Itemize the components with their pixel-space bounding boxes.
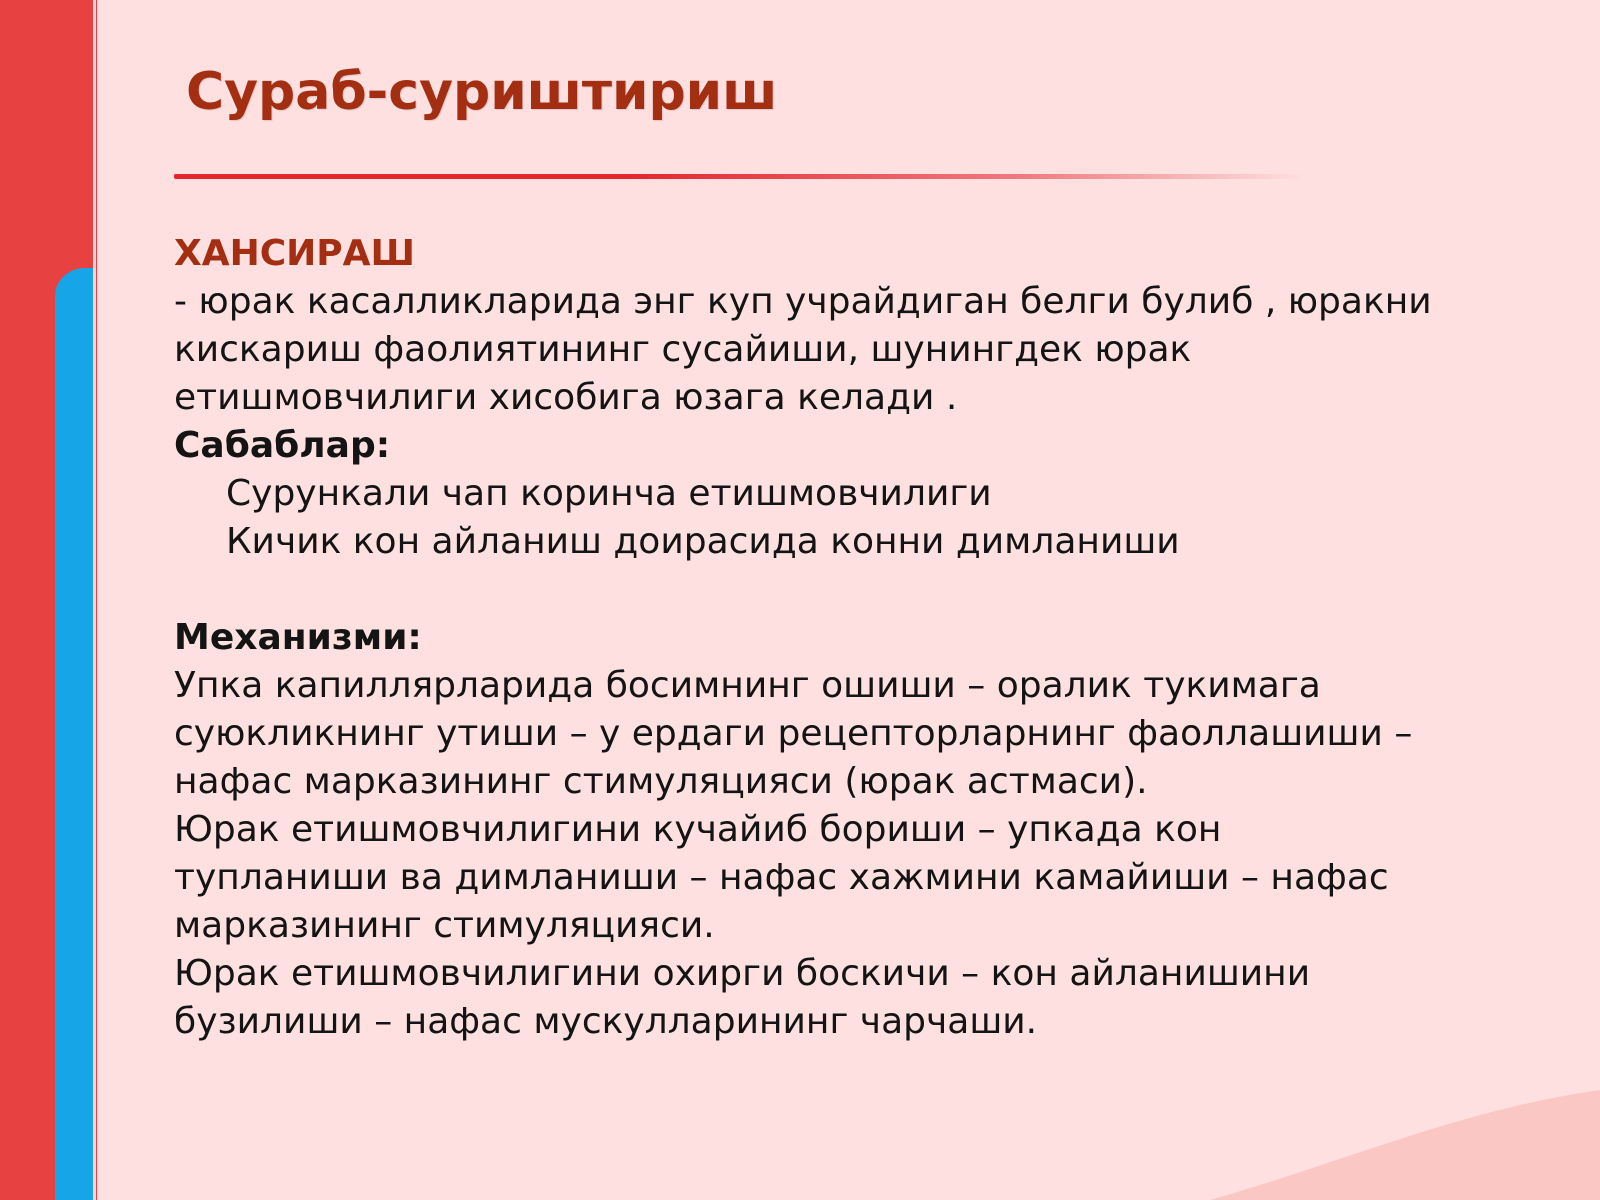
mechanism-line: Упка капиллярларида босимнинг ошиши – оралик тукимага [174, 665, 1321, 706]
mechanism-line: Юрак етишмовчилигини охирги боскичи – кон айланишини [174, 953, 1311, 994]
intro-line: - юрак касалликларида энг куп учрайдиган белги булиб , юракни [174, 281, 1432, 322]
intro-line: етишмовчилиги хисобига юзага келади . [174, 377, 958, 418]
slide-body [174, 230, 1534, 1046]
mechanism-line: марказининг стимуляцияси. [174, 905, 715, 946]
cause-item: Сурункали чап коринча етишмовчилиги [226, 473, 992, 514]
mechanism-line: бузилиши – нафас мускулларининг чарчаши. [174, 1001, 1038, 1042]
spacer [174, 566, 1534, 614]
section-heading: ХАНСИРАШ [174, 233, 416, 274]
mechanisms-heading: Механизми: [174, 617, 422, 658]
cause-item: Кичик кон айланиш доирасида конни димланиши [226, 521, 1180, 562]
causes-heading: Сабаблар: [174, 425, 391, 466]
mechanism-line: нафас марказининг стимуляцияси (юрак астмаси). [174, 761, 1148, 802]
mechanism-line: Юрак етишмовчилигини кучайиб бориши – упкада кон [174, 809, 1222, 850]
mechanism-line: суюкликнинг утиши – у ердаги рецепторларнинг фаоллашиши – [174, 713, 1413, 754]
mechanism-line: тупланиши ва димланиши – нафас хажмини камайиши – нафас [174, 857, 1389, 898]
title-divider [174, 174, 1304, 179]
slide-title: Сураб-суриштириш [186, 62, 778, 122]
intro-line: кискариш фаолиятининг сусайиши, шунингдек юрак [174, 329, 1192, 370]
